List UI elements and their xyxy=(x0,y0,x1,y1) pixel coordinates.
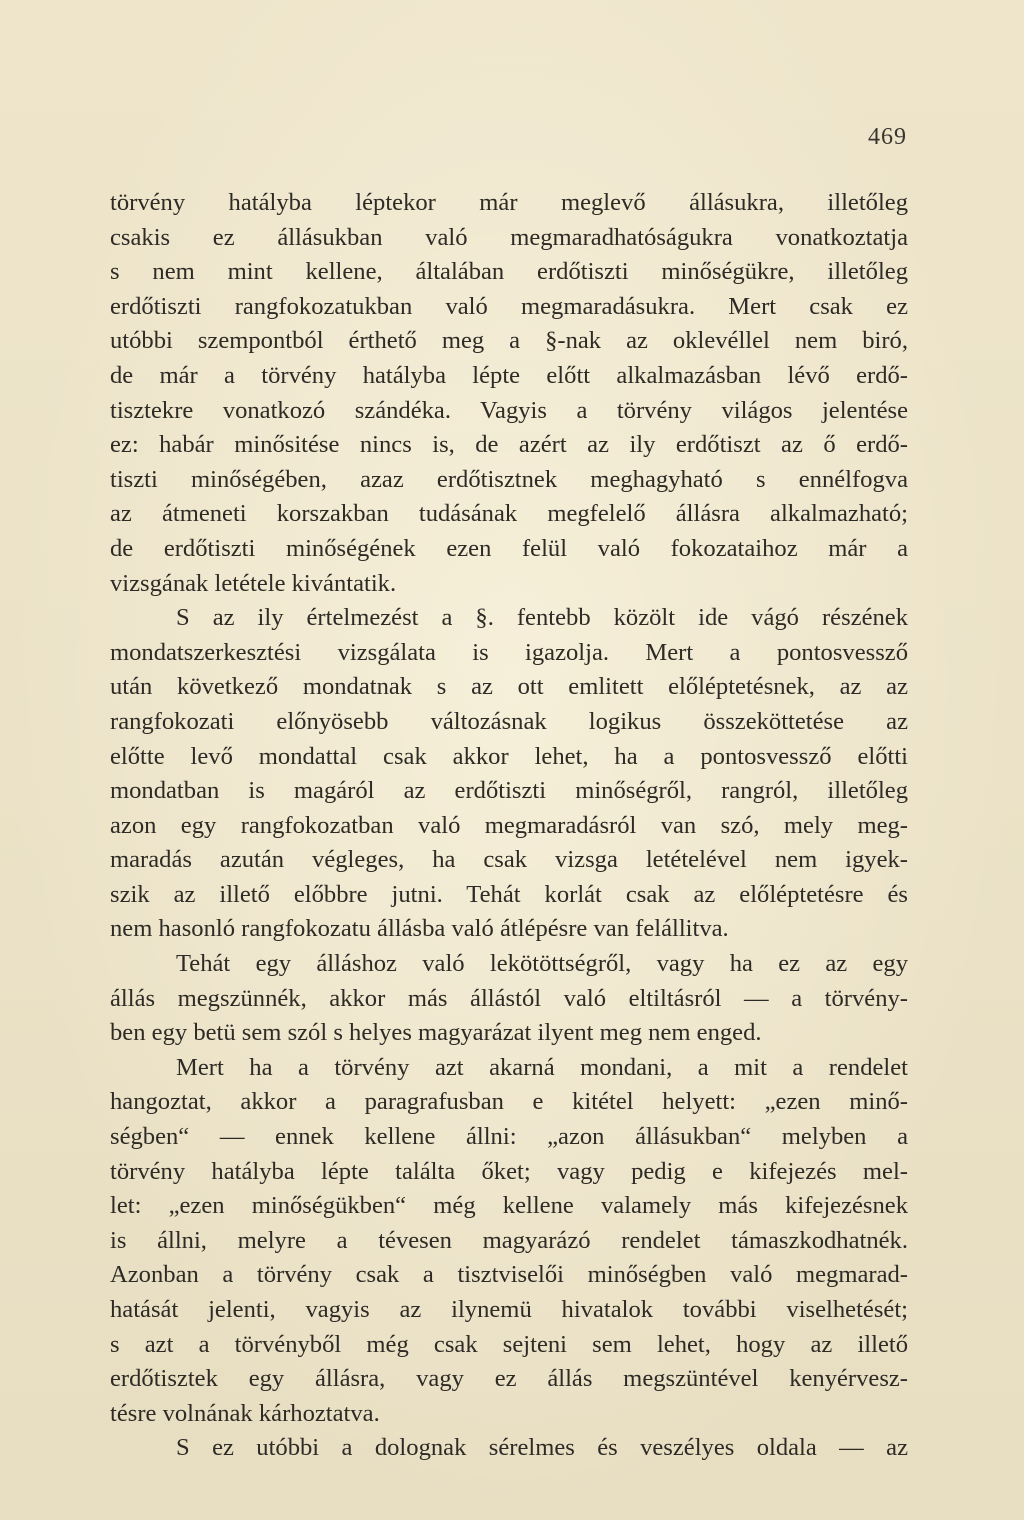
text-line: tésre volnának kárhoztatva. xyxy=(110,1399,380,1427)
text-line: hatását jelenti, vagyis az ilynemü hivatalok további viselhetését; xyxy=(110,1296,908,1323)
text-line: s nem mint kellene, általában erdőtiszti minőségükre, illetőleg xyxy=(110,258,908,286)
text-line: is állni, melyre a tévesen magyarázó rendelet támaszkodhatnék. xyxy=(110,1226,908,1254)
text-line: állás megszünnék, akkor más állástól való eltiltásról — a törvény- xyxy=(110,984,908,1012)
text-line: ez: habár minősitése nincs is, de azért az ily erdőtiszt az ő erdő- xyxy=(110,431,908,459)
text-line: S az ily értelmezést a §. fentebb közölt ide vágó részének xyxy=(176,604,908,632)
page-number: 469 xyxy=(868,124,907,150)
text-line: S ez utóbbi a dolognak sérelmes és veszélyes oldala — az xyxy=(176,1434,908,1462)
text-line: de már a törvény hatályba lépte előtt alkalmazásban lévő erdő- xyxy=(110,361,908,389)
text-line: Tehát egy álláshoz való lekötöttségről, vagy ha ez az egy xyxy=(176,950,908,978)
text-line: de erdőtiszti minőségének ezen felül való fokozataihoz már a xyxy=(110,534,908,562)
text-line: Mert ha a törvény azt akarná mondani, a mit a rendelet xyxy=(176,1053,908,1081)
text-line: után következő mondatnak s az ott emlitett előléptetésnek, az az xyxy=(110,673,908,701)
text-line: vizsgának letétele kivántatik. xyxy=(110,569,397,597)
text-line: rangfokozati előnyösebb változásnak logikus összeköttetése az xyxy=(110,707,908,735)
text-line: azon egy rangfokozatban való megmaradásról van szó, mely meg- xyxy=(110,811,908,839)
text-line: tisztekre vonatkozó szándéka. Vagyis a törvény világos jelentése xyxy=(110,396,908,424)
text-line: csakis ez állásukban való megmaradhatóságukra vonatkoztatja xyxy=(110,223,908,251)
text-line: maradás azután végleges, ha csak vizsga letételével nem igyek- xyxy=(110,846,908,874)
text-line: utóbbi szempontból érthető meg a §-nak az oklevéllel nem biró, xyxy=(110,327,908,355)
text-line: Azonban a törvény csak a tisztviselői minőségben való megmarad- xyxy=(110,1261,908,1289)
text-line: erdőtiszti rangfokozatukban való megmaradásukra. Mert csak ez xyxy=(110,292,908,320)
text-line: erdőtisztek egy állásra, vagy ez állás megszüntével kenyérvesz- xyxy=(110,1365,908,1393)
text-line: ségben“ — ennek kellene állni: „azon állásukban“ melyben a xyxy=(110,1123,908,1151)
body-text xyxy=(110,186,908,1466)
text-line: nem hasonló rangfokozatu állásba való átlépésre van felállitva. xyxy=(110,915,729,943)
text-line: hangoztat, akkor a paragrafusban e kitétel helyett: „ezen minő- xyxy=(110,1088,908,1116)
text-line: az átmeneti korszakban tudásának megfelelő állásra alkalmazható; xyxy=(110,500,908,528)
text-line: mondatszerkesztési vizsgálata is igazolja. Mert a pontosvessző xyxy=(110,638,908,666)
text-line: törvény hatályba lépte találta őket; vagy pedig e kifejezés mel- xyxy=(110,1157,908,1185)
text-line: törvény hatályba léptekor már meglevő állásukra, illetőleg xyxy=(110,189,908,216)
text-line: let: „ezen minőségükben“ még kellene valamely más kifejezésnek xyxy=(110,1192,908,1220)
text-line: s azt a törvényből még csak sejteni sem lehet, hogy az illető xyxy=(110,1330,908,1358)
text-line: ben egy betü sem szól s helyes magyarázat ilyent meg nem enged. xyxy=(110,1019,762,1047)
text-line: szik az illető előbbre jutni. Tehát korlát csak az előléptetésre és xyxy=(110,880,908,908)
text-line: előtte levő mondattal csak akkor lehet, ha a pontosvessző előtti xyxy=(110,742,908,770)
text-line: mondatban is magáról az erdőtiszti minőségről, rangról, illetőleg xyxy=(110,777,908,805)
text-line: tiszti minőségében, azaz erdőtisztnek meghagyható s ennélfogva xyxy=(110,465,908,493)
